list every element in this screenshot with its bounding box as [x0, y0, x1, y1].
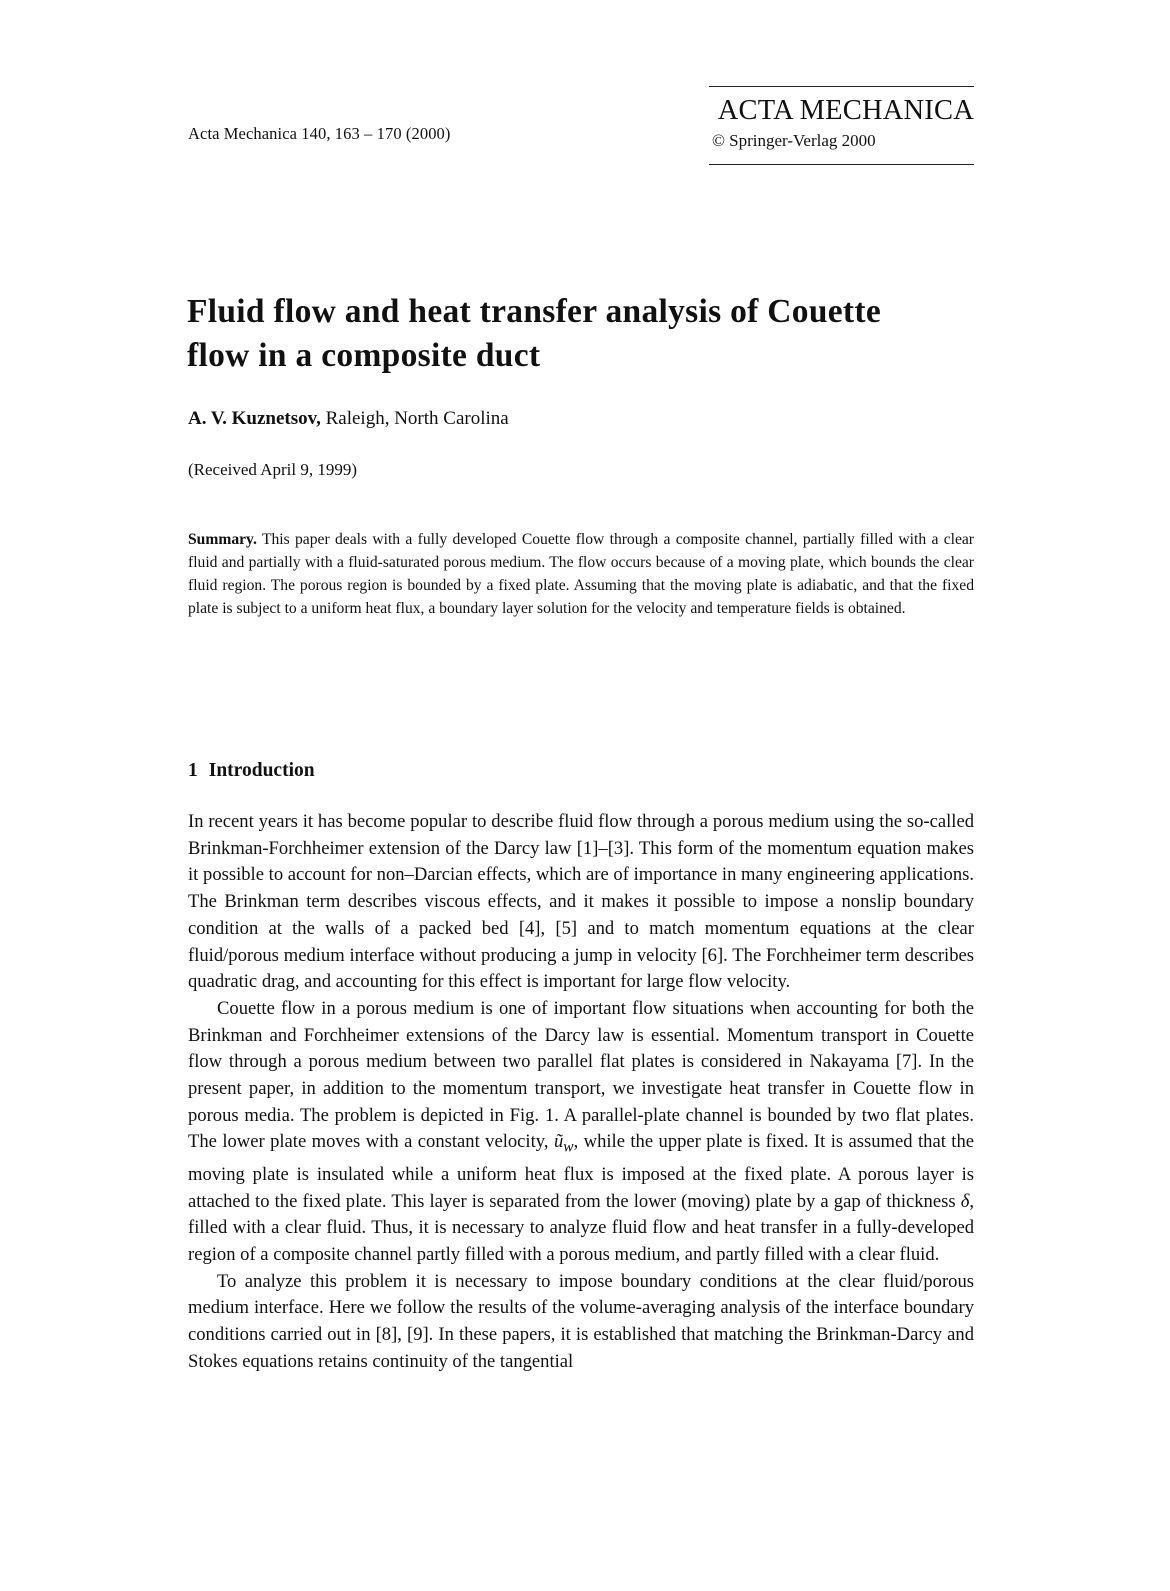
title-line-1: Fluid flow and heat transfer analysis of Couette: [187, 293, 882, 330]
journal-name: ACTA MECHANICA: [717, 95, 974, 126]
journal-masthead: [709, 86, 974, 165]
journal-citation: Acta Mechanica 140, 163 – 170 (2000): [188, 124, 451, 143]
paragraph-2-part-b: , while the upper plate is fixed. It is assumed that the moving plate is insulated while a uniform heat flux is imposed at the fixed plate. A porous layer is attached to the fixed plate. This layer is separated from the lower (moving) plate by a gap of thickness: [188, 1131, 975, 1212]
summary-label: Summary.: [188, 531, 257, 548]
gap-thickness-symbol: δ: [960, 1190, 970, 1212]
introduction-body: [188, 809, 974, 1375]
author-line: [188, 408, 509, 430]
masthead-bottom-rule: [709, 164, 974, 165]
section-title: Introduction: [208, 760, 315, 781]
summary-abstract: [188, 528, 974, 620]
copyright-notice: © Springer-Verlag 2000: [712, 131, 876, 150]
velocity-symbol-base: ũ: [553, 1131, 564, 1153]
article-title: [187, 290, 987, 378]
velocity-symbol: [553, 1131, 574, 1157]
paragraph-3: To analyze this problem it is necessary to impose boundary conditions at the clear fluid/porous medium interface. Here we follow the results of the volume-averaging analysis of the interface boundary conditions carried out in [8], [9]. In these papers, it is established that matching the Brinkman-Darcy and Stokes equations retains continuity of the tangential: [188, 1270, 974, 1372]
paragraph-2-part-a: Couette flow in a porous medium is one of important flow situations when accounting for both the Brinkman and Forchheimer extensions of the Darcy law is essential. Momentum transport in Couette flow through a porous medium between two parallel flat plates is considered in Nakayama [7]. In the present paper, in addition to the momentum transport, we investigate heat transfer in Couette flow in porous media. The problem is depicted in Fig. 1. A parallel-plate channel is bounded by two flat plates. The lower plate moves with a constant velocity,: [188, 997, 974, 1153]
title-line-2: flow in a composite duct: [187, 337, 541, 374]
author-location: Raleigh, North Carolina: [325, 408, 509, 429]
masthead-top-rule: [709, 86, 974, 87]
paragraph-2-part-c: , filled with a clear fluid. Thus, it is necessary to analyze fluid flow and heat transfer in a fully-developed region of a composite channel partly filled with a porous medium, and partly filled with a clear fluid.: [188, 1190, 974, 1265]
paragraph-1: In recent years it has become popular to describe fluid flow through a porous medium using the so-called Brinkman-Forchheimer extension of the Darcy law [1]–[3]. This form of the momentum equation makes it possible to account for non–Darcian effects, which are of importance in many engineering applications. The Brinkman term describes viscous effects, and it makes it possible to impose a nonslip boundary condition at the walls of a packed bed [4], [5] and to match momentum equations at the clear fluid/porous medium interface without producing a jump in velocity [6]. The Forchheimer term describes quadratic drag, and accounting for this effect is important for large flow velocity.: [188, 811, 974, 993]
section-heading-introduction: [188, 760, 315, 782]
author-name: A. V. Kuznetsov,: [188, 408, 321, 429]
received-date: (Received April 9, 1999): [188, 460, 358, 479]
paragraph-2: [188, 996, 974, 1269]
summary-text: This paper deals with a fully developed Couette flow through a composite channel, partially filled with a clear fluid and partially with a fluid-saturated porous medium. The flow occurs because of a moving plate, which bounds the clear fluid region. The porous region is bounded by a fixed plate. Assuming that the moving plate is adiabatic, and that the fixed plate is subject to a uniform heat flux, a boundary layer solution for the velocity and temperature fields is obtained.: [188, 531, 975, 617]
velocity-symbol-subscript: w: [563, 1139, 574, 1157]
section-number: 1: [188, 760, 198, 781]
